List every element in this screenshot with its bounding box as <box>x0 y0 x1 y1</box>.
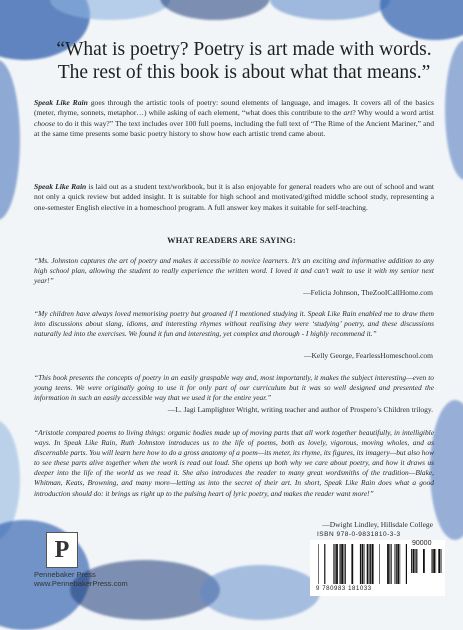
review-attribution: —Dwight Lindley, Hillsdale College <box>322 520 433 529</box>
review-text: “Ms. Johnston captures the art of poetry and makes it accessible to novice learners. It’s an exciting and informative addition to any high school plan, allowing the student to really experience the written word. I loved it and can’t wait to use it with my senior next year!” <box>34 256 434 286</box>
review-attribution: —L. Jagi Lamplighter Wright, writing teacher and author of Prospero’s Children trilogy. <box>168 405 433 414</box>
barcode-bar <box>411 549 412 573</box>
barcode-bar <box>379 544 380 584</box>
intro-paragraph-1 <box>34 98 434 139</box>
intro-paragraph-2 <box>34 182 434 213</box>
barcode-bar <box>372 544 374 584</box>
paint-splash <box>380 0 463 40</box>
barcode-bar <box>438 549 440 573</box>
intro-text: goes through the artistic tools of poetry: sound elements of language, and images. It covers all of the basics (meter, rhyme, sonnets, metaphor…) while asking of each element, “what does this contribute to the <box>34 98 434 117</box>
intro-text: is laid out as a student text/workbook, but it is also enjoyable for general readers who are out of school and want not only a quick review but added insight. It is suitable for high school and motivated/gifted middle school study, representing a one-semester English elective in a homeschool program. A full answer key makes it suitable for self-teaching. <box>34 182 434 212</box>
book-title: Speak Like Rain <box>34 98 88 107</box>
barcode-bar <box>391 544 392 584</box>
paint-splash <box>445 40 463 180</box>
barcode-bar <box>389 544 390 584</box>
barcode-bar <box>362 544 364 584</box>
barcode-bar <box>433 549 435 573</box>
barcode-bar <box>423 549 425 573</box>
book-title: Speak Like Rain <box>34 182 86 191</box>
barcode-bar <box>397 544 399 584</box>
publisher-url: www.PennebakerPress.com <box>34 579 128 588</box>
barcode-bar <box>340 544 341 584</box>
isbn-label: ISBN 978-0-9831810-3-3 <box>317 531 401 538</box>
barcode-bar <box>387 544 389 584</box>
paint-splash <box>70 560 220 620</box>
barcode-bar <box>395 544 396 584</box>
publisher-name: Pennebaker Press <box>34 570 128 579</box>
barcode-bar <box>441 549 442 573</box>
barcode-bar <box>333 544 334 584</box>
barcode-bar <box>369 544 370 584</box>
readers-heading: WHAT READERS ARE SAYING: <box>0 236 463 245</box>
paint-splash <box>160 0 270 20</box>
barcode-bar <box>396 544 397 584</box>
intro-emphasis: choose <box>34 119 55 128</box>
barcode-bar <box>364 544 365 584</box>
barcode-bar <box>415 549 416 573</box>
barcode-bar <box>334 544 335 584</box>
barcode-bar <box>436 549 437 573</box>
barcode-bar <box>432 549 433 573</box>
barcode-bar <box>345 544 346 584</box>
publisher-info <box>34 570 128 588</box>
review-attribution: —Kelly George, FearlessHomeschool.com <box>304 351 433 360</box>
intro-text: to do it this way?” The text includes over 100 full poems, including the full text of “The Rime of the Ancient Mariner,” and at the same time presents some basic poetry history to show how each artistic trend came about. <box>34 119 434 138</box>
publisher-logo: P <box>46 532 78 568</box>
barcode-addon-image <box>410 549 442 573</box>
headline-quote: “What is poetry? Poetry is art made with words. The rest of this book is about what that means.” <box>54 38 434 84</box>
barcode-bar <box>360 544 361 584</box>
review-text: “This book presents the concepts of poetry in an easily graspable way and, most importantly, it makes the subject interesting—even to young teens. We were originally going to use it for only part of our curriculum but it was so well designed and presented the information in such an easily accessible way that we used it for the entire year.” <box>34 373 434 403</box>
price-code: 90000 <box>412 540 431 547</box>
barcode-bar <box>406 544 407 584</box>
isbn-digits: 9 780983 181033 <box>316 586 372 592</box>
barcode-bar <box>370 544 371 584</box>
barcode-bar <box>324 544 325 584</box>
barcode-bar <box>416 549 417 573</box>
barcode-image <box>318 544 408 584</box>
barcode-bar <box>367 544 369 584</box>
review-text: “My children have always loved memorising poetry but groaned if I mentioned studying it. Speak Like Rain enabled me to draw them into discussions about slang, idioms, and interesting rhymes without realising they were ‘studying’ poetry, and these discussions naturally led into the exercises. We found it fun and interesting, yet complex and thorough - I highly recommend it.” <box>34 309 434 339</box>
paint-splash <box>430 400 463 540</box>
paint-splash <box>270 0 390 20</box>
barcode-bar <box>351 544 353 584</box>
barcode-bar <box>341 544 343 584</box>
paint-splash <box>200 565 320 620</box>
barcode-bar <box>413 549 415 573</box>
intro-text: ? Why would a word artist <box>352 108 434 117</box>
review-text: “Aristotle compared poems to living things: organic bodies made up of moving parts that all work together beautifully, in intelligible ways. In Speak Like Rain, Ruth Johnston introduces us to the life of poems, both as lovely, vigorous, moving wholes, and as discernable parts. You will learn here how to do a gross anatomy of a poem—its meter, its rhyme, its figures, its imagery—but also how to see these parts alive together when the work is read out loud. She opens up both why we care about poetry, and how it draws us deeper into the life of the world as we read it. She also introduces the reader to many great wordsmiths of the tradition—Blake, Whitman, Keats, Browning, and many more—letting us into the secret of their art. In short, Speak Like Rain does what a good introduction should do: it brings us right up to the pulsing heart of lyric poetry, and makes the reader want more!” <box>34 428 434 499</box>
paint-splash <box>0 60 20 220</box>
review-attribution: —Felicia Johnson, TheZooICallHome.com <box>303 288 433 297</box>
barcode-bar <box>344 544 345 584</box>
intro-emphasis: art <box>343 108 352 117</box>
barcode-bar <box>336 544 338 584</box>
barcode-bar <box>318 544 319 584</box>
barcode-bar <box>400 544 401 584</box>
